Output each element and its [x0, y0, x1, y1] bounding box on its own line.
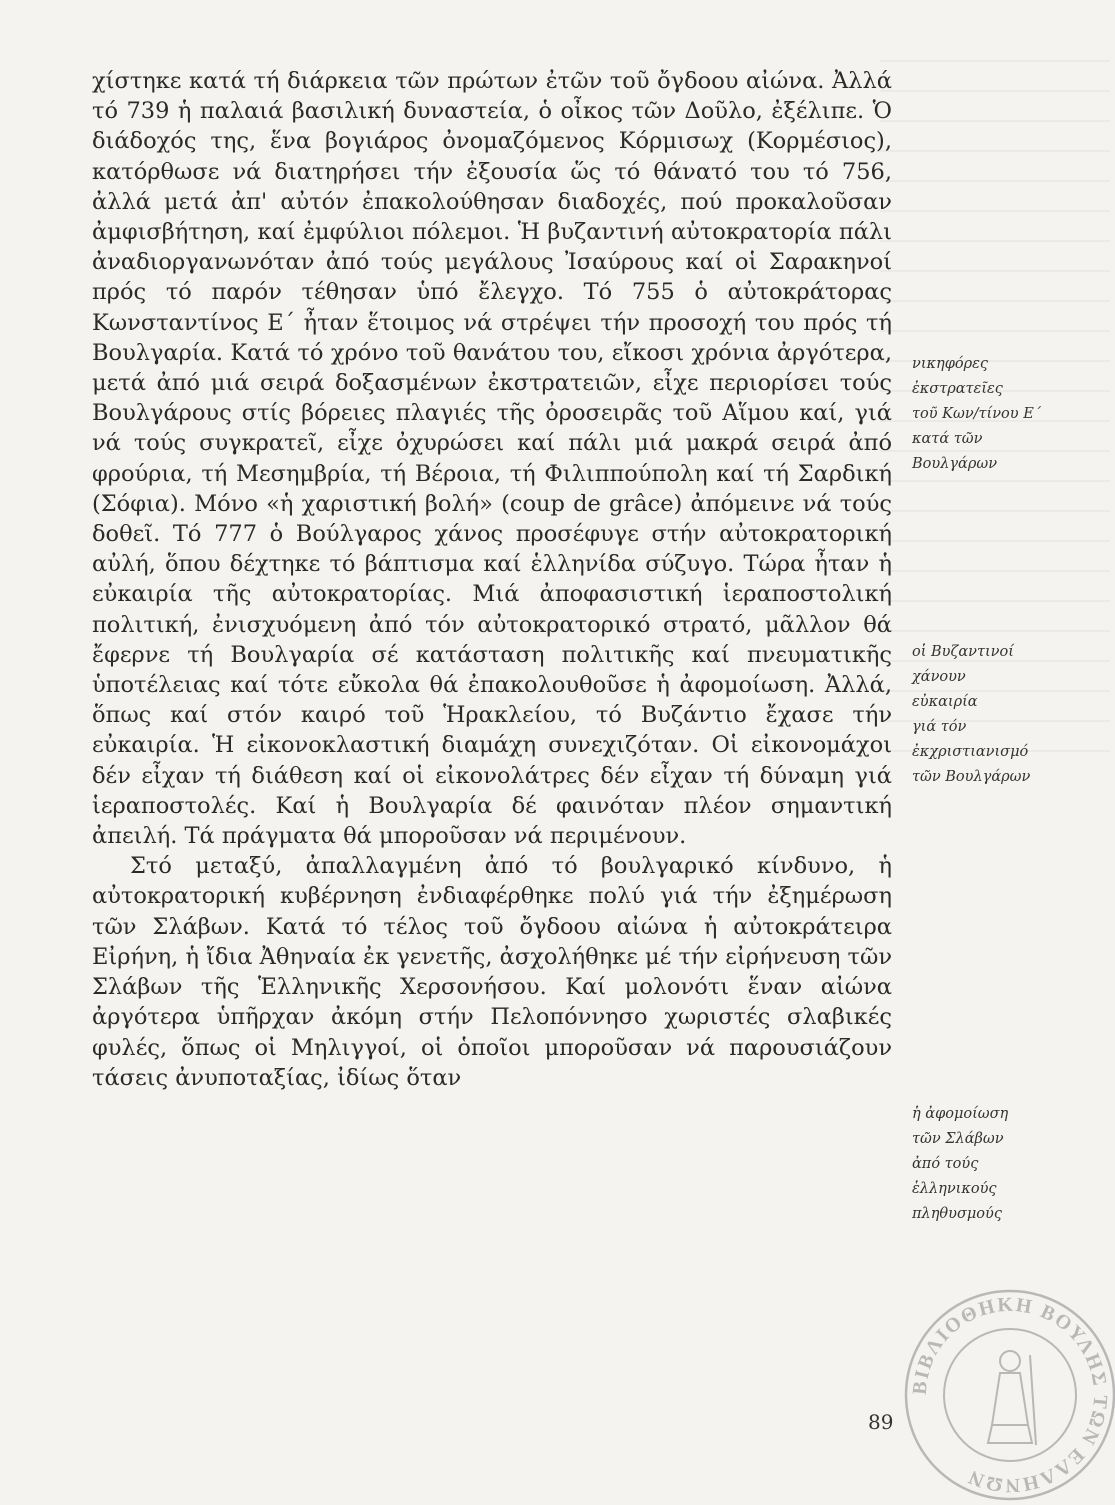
stamp-outer-ring	[906, 1291, 1114, 1499]
margin-note-victorious-campaigns: νικηφόρες ἐκστρατεῖες τοῦ Κων/τίνου Ε΄ κατά τῶν Βουλγάρων	[912, 356, 1042, 472]
margin-note-missed-opportunity: οἱ Βυζαντινοί χάνουν εὐκαιρία γιά τόν ἐκχριστιανισμό τῶν Βουλγάρων	[912, 644, 1031, 785]
stamp-text: ΒΙΒΛΙΟΘΗΚΗ ΒΟΥΛΗΣ ΤΩΝ ΕΛΛΗΝΩΝ	[908, 1293, 1112, 1497]
athena-figure-icon	[988, 1351, 1036, 1445]
paragraph-2: Στό μεταξύ, ἀπαλλαγμένη ἀπό τό βουλγαρικό κίνδυνο, ἡ αὐτοκρατορική κυβέρνηση ἐνδιαφέρθηκε πολύ γιά τήν ἐξημέρωση τῶν Σλάβων. Κατά τό τέλος τοῦ ὄγδοου αἰώνα ἡ αὐτοκράτειρα Εἰρήνη, ἡ ἴδια Ἀθηναία ἐκ γενετῆς, ἀσχολήθηκε μέ τήν εἰρήνευση τῶν Σλάβων τῆς Ἑλληνικῆς Χερσονήσου. Καί μολονότι ἕναν αἰώνα ἀργότερα ὑπῆρχαν ἀκόμη στήν Πελοπόννησο χωριστές σλαβικές φυλές, ὅπως οἱ Μηλιγγοί, οἱ ὁποῖοι μποροῦσαν νά παρουσιάζουν τάσεις ἀνυποταξίας, ἰδίως ὅταν	[92, 853, 892, 1091]
margin-note-slav-assimilation: ἡ ἀφομοίωση τῶν Σλάβων ἀπό τούς ἑλληνικούς πληθυσμούς	[912, 1106, 1009, 1222]
paragraph-1: χίστηκε κατά τή διάρκεια τῶν πρώτων ἐτῶν τοῦ ὄγδοου αἰώνα. Ἀλλά τό 739 ἡ παλαιά βασιλική δυναστεία, ὁ οἶκος τῶν Δοῦλο, ἐξέλιπε. Ὁ διάδοχός της, ἕνα βογιάρος ὀνομαζόμενος Κόρμισωχ (Κορμέσιος), κατόρθωσε νά διατηρήσει τήν ἐξουσία ὥς τό θάνατό του τό 756, ἀλλά μετά ἀπ' αὐτόν ἐπακολούθησαν διαδοχές, πού προκαλοῦσαν ἀμφισβήτηση, καί ἐμφύλιοι πόλεμοι. Ἡ βυζαντινή αὐτοκρατορία πάλι ἀναδιοργανωνόταν ἀπό τούς μεγάλους Ἰσαύρους καί οἱ Σαρακηνοί πρός τό παρόν τέθησαν ὑπό ἔλεγχο. Τό 755 ὁ αὐτοκράτορας Κωνσταντίνος Ε΄ ἦταν ἕτοιμος νά στρέψει τήν προσοχή του πρός τή Βουλγαρία. Κατά τό χρόνο τοῦ θανάτου του, εἴκοσι χρόνια ἀργότερα, μετά ἀπό μιά σειρά δοξασμένων ἐκστρατειῶν, εἶχε περιορίσει τούς Βουλγάρους στίς βόρειες πλαγιές τῆς ὀροσειρᾶς τοῦ Αἵμου καί, γιά νά τούς συγκρατεῖ, εἶχε ὀχυρώσει καί πάλι μιά μακρά σειρά ἀπό φρούρια, τή Μεσημβρία, τή Βέροια, τή Φιλιππούπολη καί τή Σαρδική (Σόφια). Μόνο «ἡ χαριστική βολή» (coup de grâce) ἀπόμεινε νά τούς δοθεῖ. Τό 777 ὁ Βούλγαρος χάνος προσέφυγε στήν αὐτοκρατορική αὐλή, ὅπου δέχτηκε τό βάπτισμα καί ἑλληνίδα σύζυγο. Τώρα ἦταν ἡ εὐκαιρία τῆς αὐτοκρατορίας. Μιά ἀποφασιστική ἱεραποστολική πολιτική, ἐνισχυόμενη ἀπό τόν αὐτοκρατορικό στρατό, μᾶλλον θά ἔφερνε τή Βουλγαρία σέ κατάσταση πολιτικῆς καί πνευματικῆς ὑποτέλειας καί τότε εὔκολα θά ἐπακολουθοῦσε ἡ ἀφομοίωση. Ἀλλά, ὅπως καί στόν καιρό τοῦ Ἡρακλείου, τό Βυζάντιο ἔχασε τήν εὐκαιρία. Ἡ εἰκονοκλαστική διαμάχη συνεχιζόταν. Οἱ εἰκονομάχοι δέν εἶχαν τή διάθεση καί οἱ εἰκονολάτρες δέν εἶχαν τή δύναμη γιά ἱεραποστολές. Καί ἡ Βουλγαρία δέ φαινόταν πλέον σημαντική ἀπειλή. Τά πράγματα θά μποροῦσαν νά περιμένουν.	[92, 68, 892, 850]
page-number: 89	[868, 1410, 894, 1434]
stamp-inner-ring	[944, 1329, 1076, 1461]
main-text-column	[92, 66, 892, 1093]
library-stamp	[900, 1285, 1115, 1505]
